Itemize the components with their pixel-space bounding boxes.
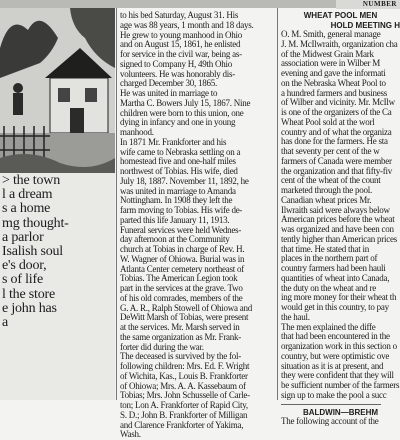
article-line: association were in Wilber M	[281, 58, 380, 69]
poem-line: s a home	[2, 201, 51, 217]
poem-line: mg thought-	[2, 215, 69, 231]
article-line: the duty on the wheat and re	[281, 282, 376, 293]
article-line: is one of the organizers of the Ca	[281, 107, 392, 117]
article-line: country and of what the organiza	[281, 126, 392, 137]
article-line: W. Wagner of Ohiowa. Burial was in	[120, 253, 245, 264]
article-line: DeWitt Marsh of Tobias, were present	[120, 312, 249, 323]
article-line: cent of the wheat of the count	[281, 175, 381, 186]
wheat-pool-article	[281, 11, 400, 426]
article-line: they were confident that they will	[281, 370, 394, 381]
article-line: children were born to this union, one	[120, 107, 244, 118]
article-line: part in the services at the grave. Two	[120, 283, 243, 293]
article-line: charged December 30, 1865.	[120, 78, 218, 89]
article-headline: WHEAT POOL MEN	[303, 11, 378, 20]
article-line: of the Midwest Grain Mark	[281, 48, 374, 59]
article-line: evening and gave the informati	[281, 68, 386, 78]
article-line: Tobias. The American Legion took	[120, 273, 238, 284]
article-line: forter did during the war.	[120, 341, 204, 352]
article-line: that had been encountered in the	[281, 331, 390, 342]
article-line: Funeral services were held Wednes-	[120, 224, 242, 235]
article-line: for service in the civil war, being as-	[120, 49, 242, 59]
column-rule	[116, 8, 117, 400]
article-line: The men explained the diffe	[281, 321, 376, 332]
article-line: O. M. Smith, general manage	[281, 29, 381, 39]
page-header-label: NUMBER	[336, 0, 400, 9]
article-line: Martha C. Bowers July 15, 1867. Nine	[120, 97, 251, 108]
article-line: marketed through the pool.	[281, 185, 372, 195]
article-line: farm moving to Tobias. His wife de-	[120, 205, 243, 215]
article-line: of his old comrades, members of the	[120, 292, 243, 303]
poem-line: e's door,	[2, 258, 47, 274]
article-line: G. A. R., Ralph Stowell of Ohiowa and	[120, 302, 252, 313]
article-line: on the Nebraska Wheat Pool to	[281, 77, 386, 88]
article-line: ton; Lon A. Frankforter of Rapid City,	[120, 400, 248, 410]
article-line: farmers of Canada were member	[281, 155, 392, 166]
article-line: parted this life January 11, 1913.	[120, 214, 230, 225]
poem-line: a	[2, 315, 9, 331]
article-line: Canadian wheat prices Mr.	[281, 194, 372, 205]
article-line: northwest of Tobias. His wife, died	[120, 166, 238, 176]
poem-line: l the store	[2, 286, 56, 302]
column-rule	[277, 8, 278, 400]
poem-line: a parlor	[2, 229, 44, 245]
article-line: and on August 15, 1861, he enlisted	[120, 39, 241, 50]
article-line: sign up to make the pool a succ	[281, 389, 387, 400]
article-line: Wheat Pool sold at the worl	[281, 116, 375, 127]
article-line: Ilwraith said were always below	[281, 204, 390, 215]
poem-line: Isalish soul	[2, 244, 63, 260]
article-line: of Ohiowa; Mrs. A. A. Kassebaum of	[120, 380, 246, 391]
poem-line: l a dream	[2, 187, 53, 203]
article-line: The following account of the	[281, 416, 379, 426]
article-line: country farmers had been hauli	[281, 263, 386, 273]
article-line: of Wichita, Kas., Louis B. Frankforter	[120, 370, 248, 381]
article-line: at the services. Mr. Marsh served in	[120, 322, 240, 332]
article-line: that seventy per cent of the w	[281, 146, 380, 156]
article-line: the haul.	[281, 311, 310, 322]
article-line: tently higher than American prices	[281, 233, 397, 244]
article-line: quantities of wheat into Canada,	[281, 272, 390, 283]
article-divider	[281, 404, 381, 405]
article-line: He was united in marriage to	[120, 88, 218, 98]
article-line: ing more money for their wheat th	[281, 292, 397, 303]
article-line: Nottingham. In 1908 they left the	[120, 195, 233, 206]
article-line: Atlanta Center cemetery northeast of	[120, 263, 244, 274]
article-line: July 18, 1887. November 11, 1892, he	[120, 175, 249, 186]
article-line: age was 88 years, 1 month and 18 days.	[120, 19, 254, 30]
poem-line: > the town	[2, 173, 60, 188]
left-column	[0, 8, 115, 400]
article-line: the same organization as Mr. Frank-	[120, 331, 242, 342]
poem-line: s of life	[2, 272, 43, 288]
article-line: homestead five and one-half miles	[120, 156, 236, 167]
article-line: and Clarence Frankforter of Yakima,	[120, 419, 244, 430]
article-subheadline: HOLD MEETING H	[330, 20, 400, 30]
article-line: Tobias; Mrs. John Schusselle of Carle-	[120, 390, 250, 401]
article-line: American prices before the wheat	[281, 214, 395, 225]
obituary-article	[120, 11, 274, 440]
article-line: was organized and have been con	[281, 224, 394, 234]
article-headline-2: BALDWIN—BREHM	[302, 407, 379, 417]
article-line: J. M. McIlwraith, organization cha	[281, 38, 398, 49]
article-line: day afternoon at the Community	[120, 234, 230, 245]
article-line: would get in this country, to pay	[281, 302, 389, 312]
article-line: that time. He stated that in	[281, 243, 369, 254]
article-line: country, but were optimistic ove	[281, 350, 390, 361]
poem-line: e john has	[2, 300, 57, 316]
article-line: He grew to young manhood in Ohio	[120, 29, 242, 40]
article-line: following children: Mrs. Ed. F. Wright	[120, 361, 250, 371]
article-line: signed to Company H, 49th Ohio	[120, 58, 232, 69]
article-line: be sufficient number of the farmers	[281, 380, 400, 390]
article-line: of Wilber and vicinity. Mr. McIlw	[281, 97, 395, 108]
article-line: In 1871 Mr. Frankforter and his	[120, 136, 227, 147]
article-line: places in the northern part of	[281, 253, 378, 264]
article-line: situation as it is at present, and	[281, 360, 384, 371]
article-line: organization work in this section o	[281, 341, 397, 351]
article-line: dying in infancy and one in young	[120, 117, 236, 128]
article-line: manhood.	[120, 127, 154, 137]
article-line: was united in marriage to Amanda	[120, 185, 236, 196]
article-line: Wash.	[120, 429, 141, 440]
article-line: has done for the farmers. He sta	[281, 136, 388, 147]
article-line: a hundred farmers and business	[281, 87, 387, 98]
article-line: The deceased is survived by the fol-	[120, 351, 241, 362]
article-line: to his bed Saturday, August 31. His	[120, 10, 239, 20]
article-line: wife came to Nebraska settling on a	[120, 146, 241, 157]
article-line: church at Tobias in charge of Rev. H.	[120, 244, 245, 254]
house-illustration	[0, 8, 115, 173]
poem-text	[2, 174, 110, 330]
article-line: volunteers. He was honorably dis-	[120, 68, 235, 79]
article-line: S. D.; John B. Frankforter of Milligan	[120, 409, 248, 420]
article-line: the organization and that fifty-fiv	[281, 165, 393, 176]
